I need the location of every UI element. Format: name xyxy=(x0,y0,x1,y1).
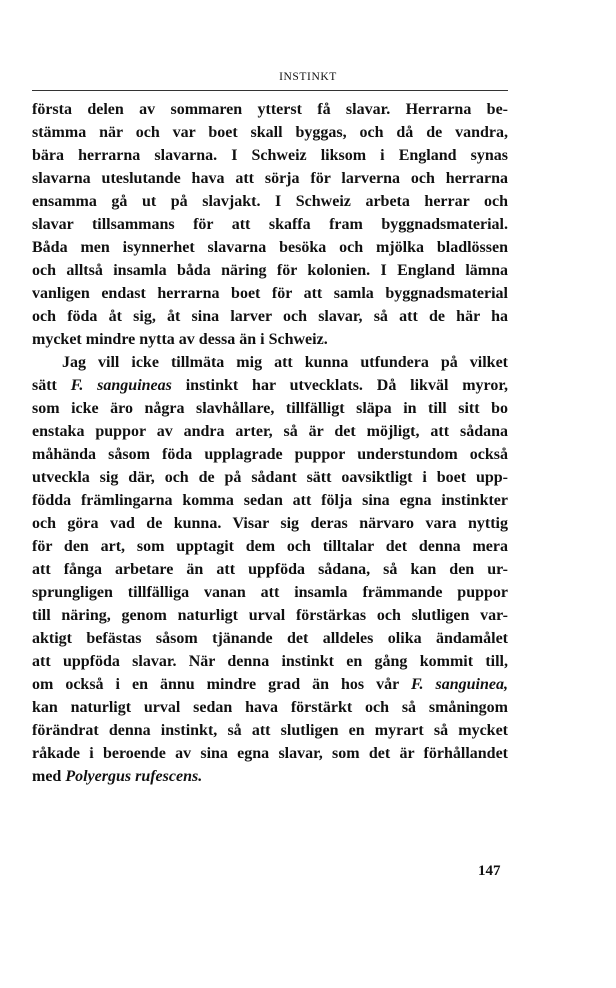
text-span: kan naturligt urval sedan hava förstärkt och så småningom xyxy=(32,699,508,716)
text-line xyxy=(32,696,508,719)
header-rule xyxy=(32,90,508,91)
text-line xyxy=(32,443,508,466)
text-span: om också i en ännu mindre grad än hos vår xyxy=(32,676,411,693)
text-span: enstaka puppor av andra arter, så är det möjligt, att sådana xyxy=(32,423,508,440)
text-line xyxy=(32,305,508,328)
text-span: sätt xyxy=(32,377,71,394)
text-span: råkade i beroende av sina egna slavar, som det är förhållandet xyxy=(32,745,508,762)
text-line xyxy=(32,351,508,374)
text-line xyxy=(32,121,508,144)
text-line xyxy=(32,98,508,121)
text-span: och göra vad de kunna. Visar sig deras närvaro vara nyttig xyxy=(32,515,508,532)
text-line xyxy=(32,213,508,236)
text-span: bära herrarna slavarna. I Schweiz liksom i England synas xyxy=(32,147,508,164)
text-span: och föda åt sig, åt sina larver och slavar, så att de här ha xyxy=(32,308,508,325)
text-span: mycket mindre nytta av dessa än i Schweiz. xyxy=(32,331,328,348)
text-span: Båda men isynnerhet slavarna besöka och mjölka bladlössen xyxy=(32,239,508,256)
text-span: födda främlingarna komma sedan att följa sina egna instinkter xyxy=(32,492,508,509)
text-span: att fånga arbetare än att uppföda sådana, så kan den ur- xyxy=(32,561,508,578)
text-line xyxy=(32,719,508,742)
text-line xyxy=(32,604,508,627)
text-span: instinkt har utvecklats. Då likväl myror, xyxy=(171,377,508,394)
text-line xyxy=(32,650,508,673)
text-line xyxy=(32,397,508,420)
text-line xyxy=(32,144,508,167)
text-span: ensamma gå ut på slavjakt. I Schweiz arbeta herrar och xyxy=(32,193,508,210)
text-line xyxy=(32,167,508,190)
text-line xyxy=(32,282,508,305)
text-span: för den art, som upptagit dem och tilltalar det denna mera xyxy=(32,538,508,555)
text-span: måhända såsom föda upplagrade puppor understundom också xyxy=(32,446,508,463)
text-span: utveckla sig där, och de på sådant sätt oavsiktligt i boet upp- xyxy=(32,469,508,486)
text-span: slavarna uteslutande hava att sörja för larverna och herrarna xyxy=(32,170,508,187)
text-line xyxy=(32,535,508,558)
text-line xyxy=(32,581,508,604)
text-span: Jag vill icke tillmäta mig att kunna utfundera på vilket xyxy=(62,354,508,371)
text-span: och alltså insamla båda näring för kolonien. I England lämna xyxy=(32,262,508,279)
text-span: förändrat denna instinkt, så att slutligen en myrart så mycket xyxy=(32,722,508,739)
page-number: 147 xyxy=(478,863,501,879)
text-line xyxy=(32,236,508,259)
text-line xyxy=(32,374,508,397)
text-line xyxy=(32,673,508,696)
text-span: aktigt befästas såsom tjänande det alldeles olika ändamålet xyxy=(32,630,508,647)
text-line xyxy=(32,328,508,351)
text-span: med xyxy=(32,768,66,785)
text-line xyxy=(32,190,508,213)
text-span: slavar tillsammans för att skaffa fram byggnadsmaterial. xyxy=(32,216,508,233)
text-span: sprungligen tillfälliga vanan att insamla främmande puppor xyxy=(32,584,508,601)
text-line xyxy=(32,512,508,535)
text-line xyxy=(32,466,508,489)
text-span: som icke äro några slavhållare, tillfälligt släpa in till sitt bo xyxy=(32,400,508,417)
text-line xyxy=(32,765,508,788)
text-span: stämma när och var boet skall byggas, och då de vandra, xyxy=(32,124,508,141)
body-text xyxy=(32,98,508,788)
italic-text: F. sanguinea, xyxy=(410,676,509,693)
text-line xyxy=(32,558,508,581)
text-line xyxy=(32,742,508,765)
italic-text: Polyergus rufescens. xyxy=(65,768,203,785)
text-span: vanligen endast herrarna boet för att samla byggnadsmaterial xyxy=(32,285,508,302)
text-line xyxy=(32,627,508,650)
text-line xyxy=(32,420,508,443)
text-span: till näring, genom naturligt urval förstärkas och slutligen var- xyxy=(32,607,508,624)
italic-text: F. sanguineas xyxy=(70,377,172,394)
text-span: första delen av sommaren ytterst få slavar. Herrarna be- xyxy=(32,101,508,118)
text-line xyxy=(32,489,508,512)
text-line xyxy=(32,259,508,282)
running-head: INSTINKT xyxy=(279,71,337,83)
text-span: att uppföda slavar. När denna instinkt en gång kommit till, xyxy=(32,653,508,670)
